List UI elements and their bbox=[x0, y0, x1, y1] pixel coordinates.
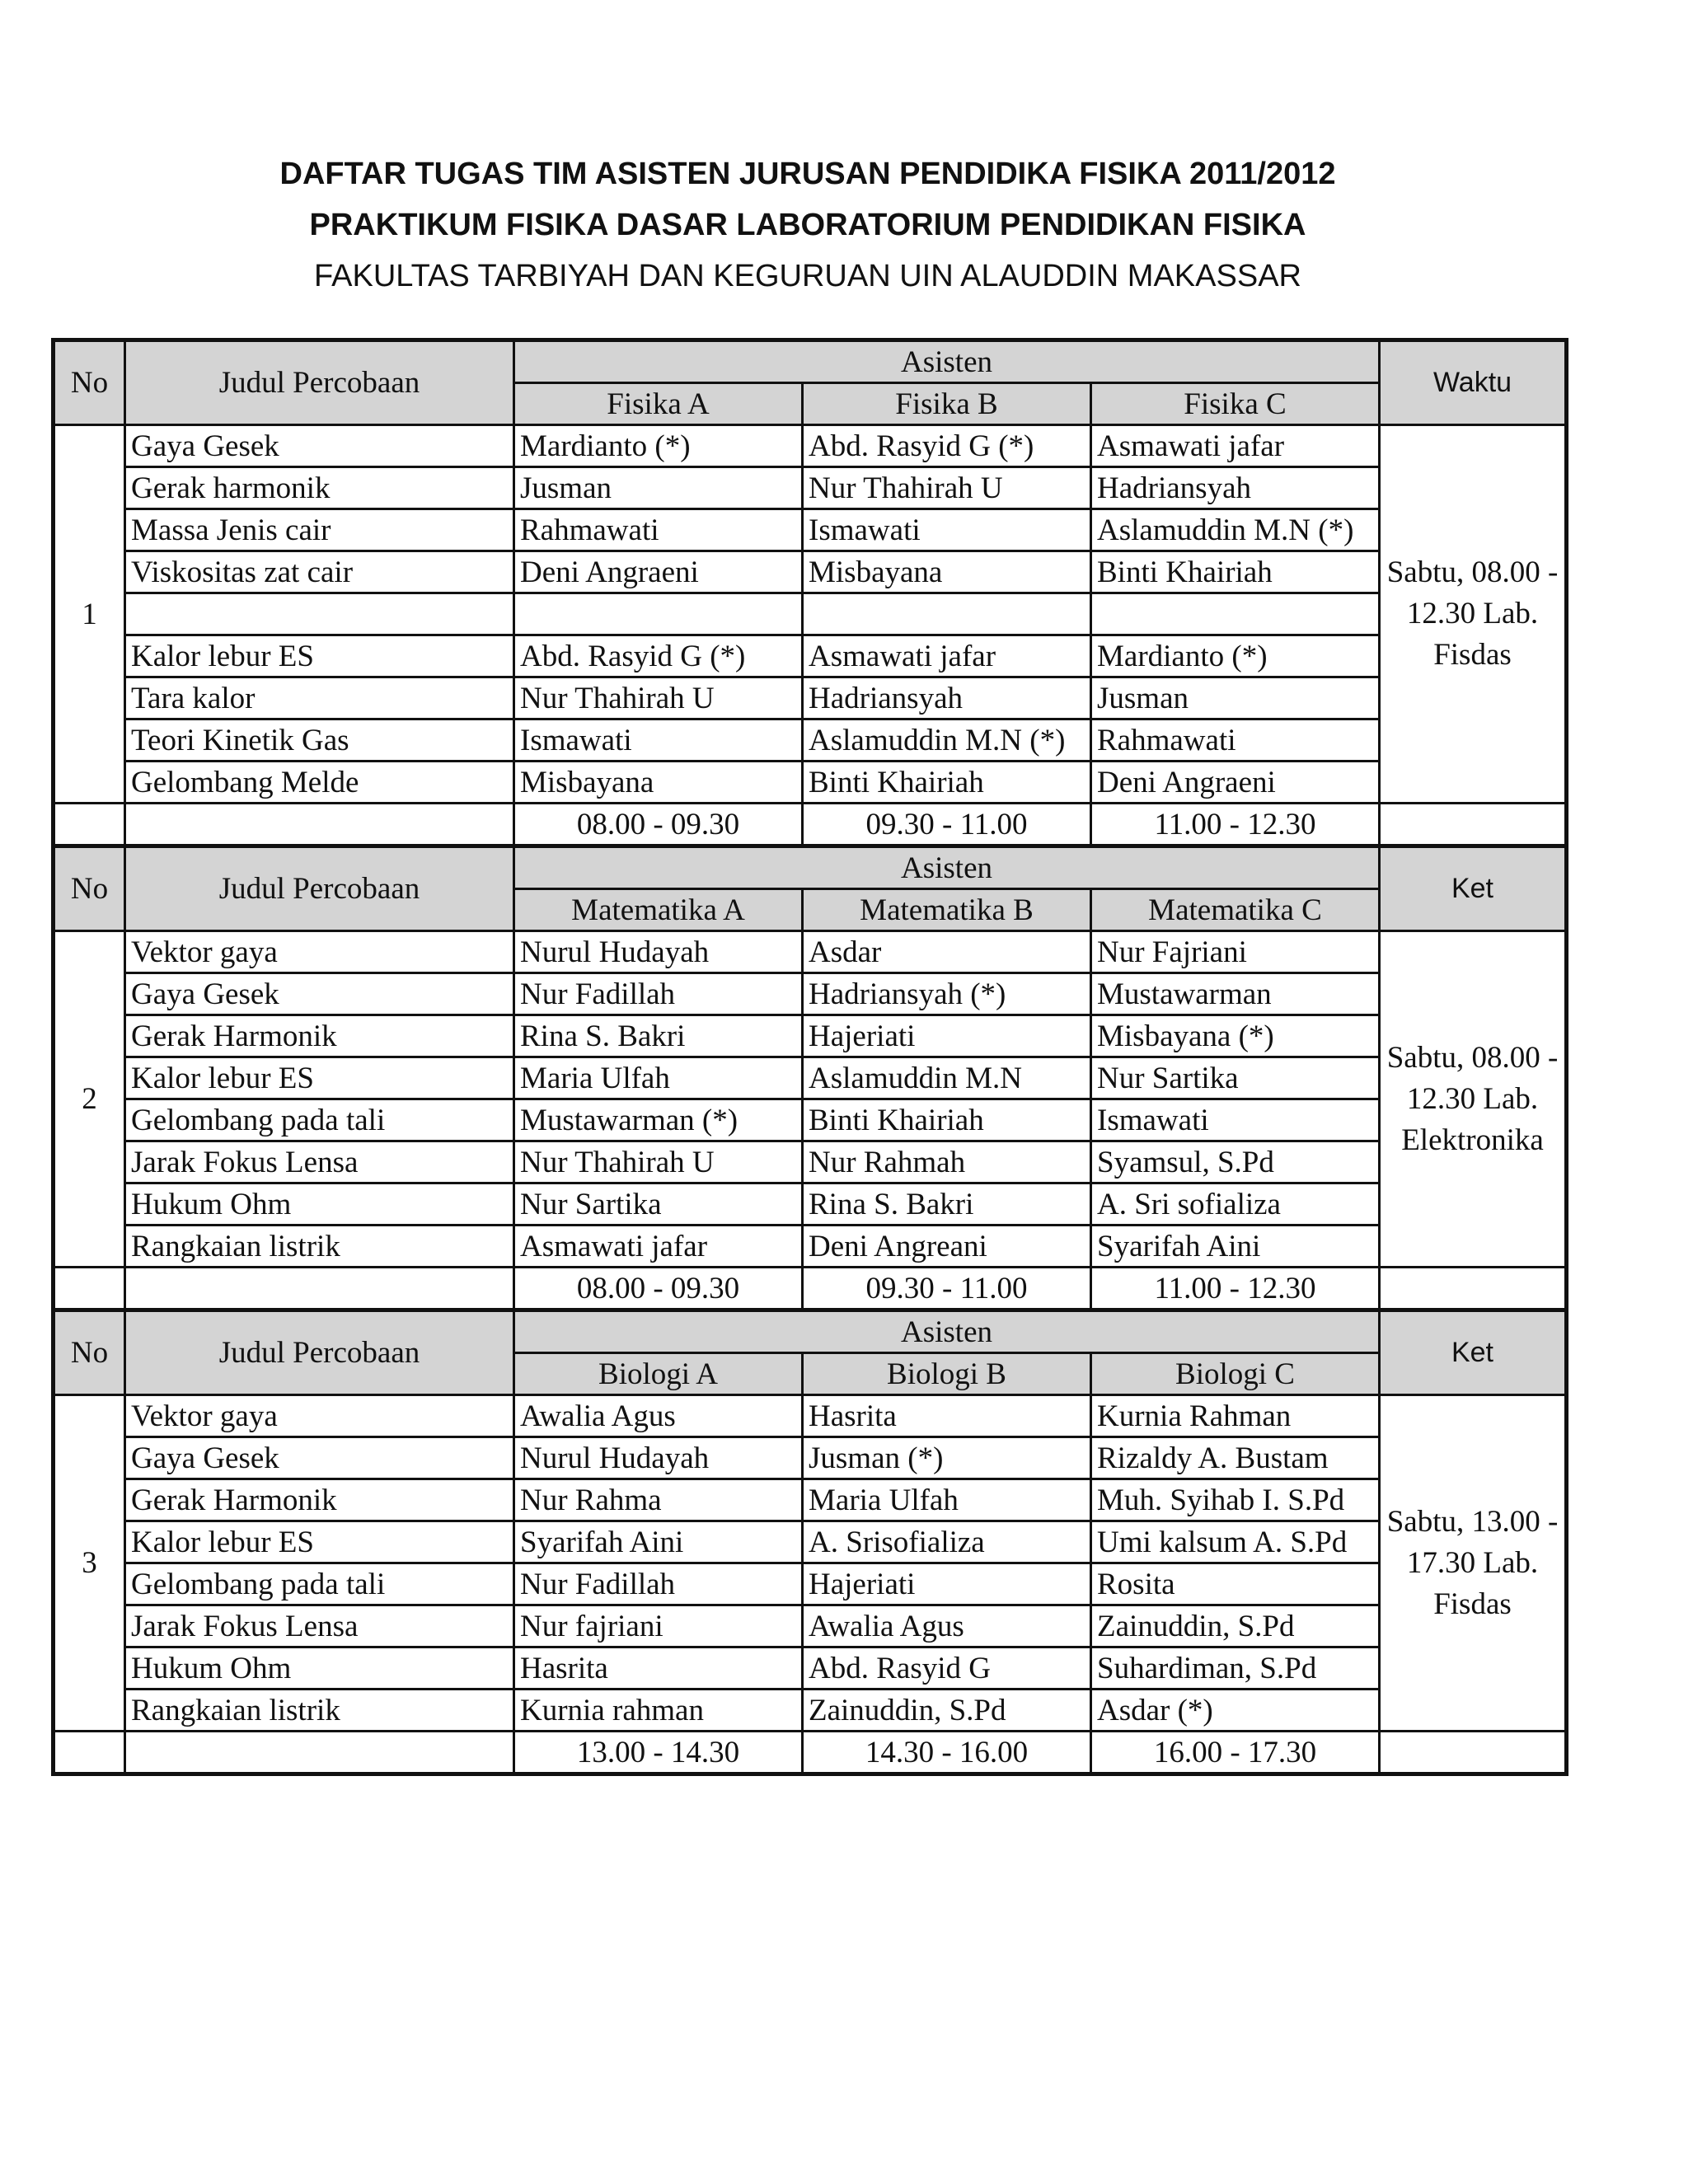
header-judul: Judul Percobaan bbox=[125, 1310, 514, 1395]
time-slot: 13.00 - 14.30 bbox=[514, 1732, 803, 1774]
assistant-cell: Ismawati bbox=[514, 719, 803, 762]
header-group: Matematika C bbox=[1091, 889, 1380, 931]
assistant-cell: A. Srisofializa bbox=[803, 1521, 1091, 1563]
assistant-cell: Muh. Syihab I. S.Pd bbox=[1091, 1479, 1380, 1521]
assistant-cell: Asdar bbox=[803, 931, 1091, 973]
empty-cell bbox=[54, 804, 125, 846]
assistant-cell: Aslamuddin M.N (*) bbox=[803, 719, 1091, 762]
header-asisten: Asisten bbox=[514, 340, 1380, 383]
empty-cell bbox=[1380, 1268, 1567, 1310]
experiment-title: Gaya Gesek bbox=[125, 973, 514, 1015]
assistant-cell: Awalia Agus bbox=[803, 1605, 1091, 1647]
assistant-cell: Binti Khairiah bbox=[1091, 551, 1380, 593]
experiment-title: Jarak Fokus Lensa bbox=[125, 1141, 514, 1183]
table-row bbox=[54, 425, 1567, 467]
assistant-cell: Abd. Rasyid G (*) bbox=[803, 425, 1091, 467]
header-group: Fisika B bbox=[803, 383, 1091, 425]
table-row bbox=[54, 1690, 1567, 1732]
time-slot: 14.30 - 16.00 bbox=[803, 1732, 1091, 1774]
time-slot: 16.00 - 17.30 bbox=[1091, 1732, 1380, 1774]
time-slot: 11.00 - 12.30 bbox=[1091, 804, 1380, 846]
assistant-cell: Syamsul, S.Pd bbox=[1091, 1141, 1380, 1183]
time-row bbox=[54, 1268, 1567, 1310]
table-row bbox=[54, 467, 1567, 509]
section-number: 3 bbox=[54, 1395, 125, 1732]
empty-cell bbox=[125, 1732, 514, 1774]
assistant-cell: Nur Fadillah bbox=[514, 1563, 803, 1605]
experiment-title: Gelombang pada tali bbox=[125, 1099, 514, 1141]
assistant-cell bbox=[803, 593, 1091, 635]
assistant-cell: Nur fajriani bbox=[514, 1605, 803, 1647]
experiment-title: Hukum Ohm bbox=[125, 1183, 514, 1226]
assistant-cell: Aslamuddin M.N (*) bbox=[1091, 509, 1380, 551]
assistant-cell: Misbayana (*) bbox=[1091, 1015, 1380, 1057]
assistant-cell: Rina S. Bakri bbox=[514, 1015, 803, 1057]
assistant-cell: Rosita bbox=[1091, 1563, 1380, 1605]
assistant-cell: Maria Ulfah bbox=[514, 1057, 803, 1099]
title-line-1: DAFTAR TUGAS TIM ASISTEN JURUSAN PENDIDIKA FISIKA 2011/2012 bbox=[279, 157, 1336, 191]
time-slot: 08.00 - 09.30 bbox=[514, 1268, 803, 1310]
assistant-cell: Zainuddin, S.Pd bbox=[803, 1690, 1091, 1732]
assistant-cell: Deni Angreani bbox=[803, 1226, 1091, 1268]
header-group: Fisika C bbox=[1091, 383, 1380, 425]
table-row bbox=[54, 1647, 1567, 1690]
assistant-cell: Rina S. Bakri bbox=[803, 1183, 1091, 1226]
experiment-title: Gerak Harmonik bbox=[125, 1015, 514, 1057]
assistant-cell: Nur Rahmah bbox=[803, 1141, 1091, 1183]
header-group: Biologi B bbox=[803, 1353, 1091, 1395]
assistant-cell: Nur Fajriani bbox=[1091, 931, 1380, 973]
assistant-cell: Nur Thahirah U bbox=[514, 1141, 803, 1183]
assistant-cell: Hajeriati bbox=[803, 1015, 1091, 1057]
table-row bbox=[54, 635, 1567, 677]
table-row bbox=[54, 1563, 1567, 1605]
header-judul: Judul Percobaan bbox=[125, 340, 514, 425]
section-header-row bbox=[54, 846, 1567, 889]
assistant-cell: Hajeriati bbox=[803, 1563, 1091, 1605]
schedule-note: Sabtu, 08.00 - 12.30 Lab. Elektronika bbox=[1380, 931, 1567, 1268]
assistant-cell: Asmawati jafar bbox=[1091, 425, 1380, 467]
assistant-cell: Awalia Agus bbox=[514, 1395, 803, 1437]
assistant-cell: Syarifah Aini bbox=[514, 1521, 803, 1563]
experiment-title: Gerak harmonik bbox=[125, 467, 514, 509]
assistant-cell: Nurul Hudayah bbox=[514, 931, 803, 973]
assistant-cell: Hasrita bbox=[514, 1647, 803, 1690]
table-row bbox=[54, 677, 1567, 719]
assistant-cell: Syarifah Aini bbox=[1091, 1226, 1380, 1268]
assistant-cell: Asmawati jafar bbox=[514, 1226, 803, 1268]
assistant-cell: Hasrita bbox=[803, 1395, 1091, 1437]
assistant-cell: Nur Rahma bbox=[514, 1479, 803, 1521]
assistant-cell bbox=[514, 593, 803, 635]
header-last: Waktu bbox=[1380, 340, 1567, 425]
header-last: Ket bbox=[1380, 846, 1567, 931]
assistant-cell: Abd. Rasyid G (*) bbox=[514, 635, 803, 677]
experiment-title: Gerak Harmonik bbox=[125, 1479, 514, 1521]
header-group: Biologi A bbox=[514, 1353, 803, 1395]
assistant-cell: Rahmawati bbox=[1091, 719, 1380, 762]
experiment-title: Gaya Gesek bbox=[125, 425, 514, 467]
header-group: Matematika A bbox=[514, 889, 803, 931]
header-judul: Judul Percobaan bbox=[125, 846, 514, 931]
assistant-cell: Mustawarman bbox=[1091, 973, 1380, 1015]
assistant-cell: Suhardiman, S.Pd bbox=[1091, 1647, 1380, 1690]
experiment-title: Jarak Fokus Lensa bbox=[125, 1605, 514, 1647]
assistant-cell: Maria Ulfah bbox=[803, 1479, 1091, 1521]
schedule-table bbox=[51, 338, 1568, 1776]
table-row bbox=[54, 1226, 1567, 1268]
table-row bbox=[54, 762, 1567, 804]
assistant-cell: Jusman bbox=[514, 467, 803, 509]
assistant-cell: Nur Thahirah U bbox=[803, 467, 1091, 509]
experiment-title: Kalor lebur ES bbox=[125, 1057, 514, 1099]
assistant-cell: Rizaldy A. Bustam bbox=[1091, 1437, 1380, 1479]
assistant-cell: Hadriansyah bbox=[1091, 467, 1380, 509]
table-row bbox=[54, 1437, 1567, 1479]
header-group: Matematika B bbox=[803, 889, 1091, 931]
experiment-title: Viskositas zat cair bbox=[125, 551, 514, 593]
section-header-row bbox=[54, 340, 1567, 383]
header-no: No bbox=[54, 1310, 125, 1395]
section-header-row bbox=[54, 1310, 1567, 1353]
assistant-cell: Nur Thahirah U bbox=[514, 677, 803, 719]
time-row bbox=[54, 1732, 1567, 1774]
table-row bbox=[54, 1057, 1567, 1099]
experiment-title: Rangkaian listrik bbox=[125, 1690, 514, 1732]
section-number: 2 bbox=[54, 931, 125, 1268]
experiment-title: Rangkaian listrik bbox=[125, 1226, 514, 1268]
header-no: No bbox=[54, 340, 125, 425]
assistant-cell: Rahmawati bbox=[514, 509, 803, 551]
experiment-title: Massa Jenis cair bbox=[125, 509, 514, 551]
table-row bbox=[54, 551, 1567, 593]
header-group: Biologi C bbox=[1091, 1353, 1380, 1395]
table-row bbox=[54, 1479, 1567, 1521]
table-row bbox=[54, 1521, 1567, 1563]
table-row bbox=[54, 593, 1567, 635]
section-number: 1 bbox=[54, 425, 125, 804]
assistant-cell: Nur Fadillah bbox=[514, 973, 803, 1015]
table-row bbox=[54, 1183, 1567, 1226]
table-row bbox=[54, 1141, 1567, 1183]
experiment-title: Gelombang Melde bbox=[125, 762, 514, 804]
empty-cell bbox=[125, 1268, 514, 1310]
assistant-cell: Aslamuddin M.N bbox=[803, 1057, 1091, 1099]
empty-cell bbox=[1380, 804, 1567, 846]
time-slot: 09.30 - 11.00 bbox=[803, 804, 1091, 846]
table-row bbox=[54, 1605, 1567, 1647]
empty-cell bbox=[54, 1268, 125, 1310]
empty-cell bbox=[125, 804, 514, 846]
empty-cell bbox=[1380, 1732, 1567, 1774]
experiment-title: Tara kalor bbox=[125, 677, 514, 719]
header-asisten: Asisten bbox=[514, 1310, 1380, 1353]
experiment-title: Teori Kinetik Gas bbox=[125, 719, 514, 762]
assistant-cell: Hadriansyah bbox=[803, 677, 1091, 719]
experiment-title: Hukum Ohm bbox=[125, 1647, 514, 1690]
header-no: No bbox=[54, 846, 125, 931]
header-group: Fisika A bbox=[514, 383, 803, 425]
time-slot: 08.00 - 09.30 bbox=[514, 804, 803, 846]
experiment-title bbox=[125, 593, 514, 635]
assistant-cell: Hadriansyah (*) bbox=[803, 973, 1091, 1015]
document-title-block bbox=[0, 148, 1615, 302]
table-row bbox=[54, 973, 1567, 1015]
header-last: Ket bbox=[1380, 1310, 1567, 1395]
assistant-cell: Mardianto (*) bbox=[514, 425, 803, 467]
assistant-cell: A. Sri sofializa bbox=[1091, 1183, 1380, 1226]
table-row bbox=[54, 1395, 1567, 1437]
experiment-title: Vektor gaya bbox=[125, 931, 514, 973]
time-row bbox=[54, 804, 1567, 846]
experiment-title: Kalor lebur ES bbox=[125, 1521, 514, 1563]
assistant-cell: Asdar (*) bbox=[1091, 1690, 1380, 1732]
experiment-title: Gaya Gesek bbox=[125, 1437, 514, 1479]
assistant-cell: Binti Khairiah bbox=[803, 762, 1091, 804]
assistant-cell: Mustawarman (*) bbox=[514, 1099, 803, 1141]
assistant-cell: Kurnia rahman bbox=[514, 1690, 803, 1732]
table-row bbox=[54, 719, 1567, 762]
experiment-title: Vektor gaya bbox=[125, 1395, 514, 1437]
table-row bbox=[54, 1099, 1567, 1141]
assistant-cell: Mardianto (*) bbox=[1091, 635, 1380, 677]
header-asisten: Asisten bbox=[514, 846, 1380, 889]
assistant-cell: Ismawati bbox=[803, 509, 1091, 551]
assistant-cell: Asmawati jafar bbox=[803, 635, 1091, 677]
assistant-cell: Misbayana bbox=[514, 762, 803, 804]
empty-cell bbox=[54, 1732, 125, 1774]
assistant-cell: Binti Khairiah bbox=[803, 1099, 1091, 1141]
assistant-cell bbox=[1091, 593, 1380, 635]
assistant-cell: Deni Angraeni bbox=[1091, 762, 1380, 804]
time-slot: 09.30 - 11.00 bbox=[803, 1268, 1091, 1310]
experiment-title: Kalor lebur ES bbox=[125, 635, 514, 677]
assistant-cell: Abd. Rasyid G bbox=[803, 1647, 1091, 1690]
assistant-cell: Nur Sartika bbox=[1091, 1057, 1380, 1099]
title-line-3: FAKULTAS TARBIYAH DAN KEGURUAN UIN ALAUDDIN MAKASSAR bbox=[314, 259, 1301, 293]
experiment-title: Gelombang pada tali bbox=[125, 1563, 514, 1605]
assistant-cell: Nur Sartika bbox=[514, 1183, 803, 1226]
table-row bbox=[54, 509, 1567, 551]
assistant-cell: Jusman bbox=[1091, 677, 1380, 719]
assistant-cell: Ismawati bbox=[1091, 1099, 1380, 1141]
assistant-cell: Umi kalsum A. S.Pd bbox=[1091, 1521, 1380, 1563]
time-slot: 11.00 - 12.30 bbox=[1091, 1268, 1380, 1310]
assistant-cell: Deni Angraeni bbox=[514, 551, 803, 593]
assistant-cell: Jusman (*) bbox=[803, 1437, 1091, 1479]
assistant-cell: Zainuddin, S.Pd bbox=[1091, 1605, 1380, 1647]
title-line-2: PRAKTIKUM FISIKA DASAR LABORATORIUM PENDIDIKAN FISIKA bbox=[309, 208, 1306, 242]
table-row bbox=[54, 931, 1567, 973]
assistant-cell: Kurnia Rahman bbox=[1091, 1395, 1380, 1437]
table-row bbox=[54, 1015, 1567, 1057]
schedule-note: Sabtu, 08.00 - 12.30 Lab. Fisdas bbox=[1380, 425, 1567, 804]
assistant-cell: Nurul Hudayah bbox=[514, 1437, 803, 1479]
assistant-cell: Misbayana bbox=[803, 551, 1091, 593]
schedule-note: Sabtu, 13.00 - 17.30 Lab. Fisdas bbox=[1380, 1395, 1567, 1732]
